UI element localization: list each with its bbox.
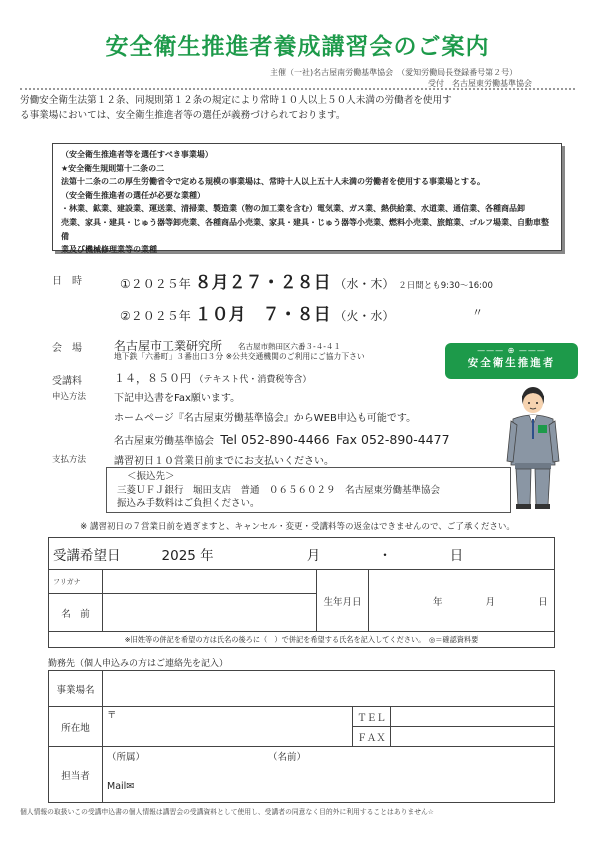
- birth-label: 生年月日: [317, 570, 369, 632]
- badge-text: 安全衛生推進者: [467, 357, 556, 369]
- transfer-account: 三菱ＵＦＪ銀行 堀田支店 普通 ０６５６０２９ 名古屋東労働基準協会: [117, 484, 441, 496]
- hope-month[interactable]: 月: [306, 547, 321, 564]
- notice-heading: （安全衛生推進者等を選任すべき事業場）: [61, 150, 213, 159]
- person-name-label: （名前）: [268, 752, 307, 763]
- cancel-note: ※ 講習初日の７営業日前を過ぎますと、キャンセル・変更・受講料等の返金はできませんので、ご了承ください。: [80, 522, 515, 532]
- date2-weekday: （火・水）: [334, 309, 395, 323]
- birth-day: 日: [538, 596, 548, 608]
- schedule-date-1: [120, 268, 493, 293]
- date2-prefix: ②２０２５年: [120, 309, 191, 323]
- postal-mark: 〒: [107, 710, 117, 721]
- application-label: 申込方法: [52, 392, 87, 402]
- ditto-mark: 〃: [472, 306, 483, 319]
- time-note: ２日間とも9:30～16:00: [398, 281, 493, 291]
- company-field[interactable]: [103, 671, 555, 707]
- notice-heading: （安全衛生推進者の選任が必要な業種）: [61, 190, 205, 200]
- contact-line: [114, 432, 450, 447]
- name-label: 名 前: [49, 594, 103, 632]
- fee-line: [114, 370, 311, 386]
- fax-label: ＦＡＸ: [353, 727, 391, 747]
- company-label: 事業場名: [49, 671, 103, 707]
- tel-label: ＴＥＬ: [353, 707, 391, 727]
- furigana-label: フリガナ: [49, 570, 103, 594]
- course-badge: [445, 343, 578, 379]
- dept-label: （所属）: [107, 752, 146, 763]
- application-form: [48, 537, 555, 648]
- contact-fax: Fax 052-890-4477: [335, 432, 450, 447]
- payment-text: 講習初日１０営業日前までにお支払いください。: [114, 456, 334, 467]
- kanji-note: ※旧姓等の併記を希望の方は氏名の後ろに（ ）で併記を希望する氏名を記入してください。 ◎＝確認資料要: [49, 632, 555, 648]
- contact-org: 名古屋東労働基準協会: [114, 436, 214, 447]
- intro-line: る事業場においては、安全衛生推進者等の選任が義務づけられております。: [20, 110, 346, 121]
- birth-field[interactable]: [369, 570, 555, 632]
- page-title: 安全衛生推進者養成講習会のご案内: [105, 34, 490, 60]
- hope-date-label: 受講希望日: [53, 547, 121, 564]
- workplace-heading: 勤務先（個人申込みの方はご連絡先を記入）: [48, 659, 229, 669]
- worker-illustration-icon: [505, 385, 561, 510]
- tel-field[interactable]: [391, 707, 555, 727]
- venue-access: 地下鉄「六番町」３番出口３分 ※公共交通機関のご利用にご協力下さい: [114, 352, 365, 361]
- fee-amount: １４，８５０円: [114, 372, 191, 385]
- reception-text: 受付 名古屋東労働基準協会: [428, 79, 532, 88]
- address-field[interactable]: [103, 707, 353, 747]
- fax-field[interactable]: [391, 727, 555, 747]
- person-label: 担当者: [49, 747, 103, 803]
- hope-day[interactable]: 日: [449, 547, 464, 564]
- fee-label: 受講料: [52, 376, 82, 387]
- hope-dot: ・: [378, 547, 392, 564]
- address-label: 所在地: [49, 707, 103, 747]
- transfer-fee-note: 振込み手数料はご負担ください。: [117, 498, 260, 509]
- transfer-box: [106, 467, 511, 513]
- notice-rule-title: ★安全衛生規則第十二条の二: [61, 163, 165, 173]
- person-field[interactable]: [103, 747, 555, 803]
- fee-note: （テキスト代・消費税等含）: [194, 375, 312, 385]
- badge-ornament: ——— ⊕ ———: [477, 346, 546, 355]
- mail-label: Mail✉: [107, 781, 135, 792]
- date1-main: ８月２７・２８日: [194, 273, 331, 293]
- name-field[interactable]: [103, 594, 317, 632]
- schedule-label: 日 時: [52, 276, 82, 287]
- web-instruction: ホームページ『名古屋東労働基準協会』からWEB申込も可能です。: [114, 413, 417, 424]
- dotted-divider: [20, 88, 575, 90]
- fax-instruction: 下記申込書をFax願います。: [114, 393, 241, 404]
- notice-industries: ・林業、鉱業、建設業、運送業、清掃業、製造業（物の加工業を含む）電気業、ガス業、熱供給業、水道業、通信業、各種商品卸: [61, 204, 525, 214]
- privacy-note: 個人情報の取扱いこの受講申込書の個人情報は講習会の受講資料として使用し、受講者の同意なく目的外に利用することはありません☆: [20, 808, 434, 816]
- intro-paragraph: [20, 93, 580, 123]
- date1-weekday: （水・木）: [334, 277, 395, 291]
- notice-industries: 売業、家具・建具・じゅう器等卸売業、各種商品小売業、家具・建具・じゅう器等小売業、燃料小売業、旅館業、ゴルフ場業、自動車整備: [61, 217, 549, 241]
- notice-box: [52, 143, 562, 255]
- hope-year: 2025 年: [161, 547, 214, 564]
- notice-rule-text: 法第十二条の二の厚生労働省令で定める規模の事業場は、常時十人以上五十人未満の労働者を使用する事業場とする。: [61, 177, 485, 187]
- payment-label: 支払方法: [52, 455, 87, 465]
- birth-year: 年: [433, 596, 443, 608]
- venue-label: 会 場: [52, 343, 82, 354]
- hope-date-row: [49, 538, 555, 570]
- contact-tel: Tel 052-890-4466: [220, 432, 330, 447]
- venue-name: 名古屋市工業研究所: [114, 339, 223, 353]
- furigana-field[interactable]: [103, 570, 317, 594]
- notice-industries: 業及び機械修理業等の業種: [61, 245, 157, 255]
- birth-month: 月: [485, 596, 496, 608]
- workplace-form: [48, 670, 555, 803]
- date2-main: １０月 ７・８日: [194, 305, 331, 325]
- sponsor-text: 主催（一社)名古屋南労働基準協会 （愛知労働局長登録番号第２号）: [270, 68, 518, 77]
- transfer-title: ＜振込先＞: [127, 471, 175, 482]
- venue-address: 名古屋市熱田区六番３-４-４１: [238, 342, 341, 351]
- schedule-date-2: [120, 300, 394, 325]
- intro-line: 労働安全衛生法第１２条、同規則第１２条の規定により常時１０人以上５０人未満の労働者を使用す: [20, 95, 452, 106]
- date1-prefix: ①２０２５年: [120, 277, 191, 291]
